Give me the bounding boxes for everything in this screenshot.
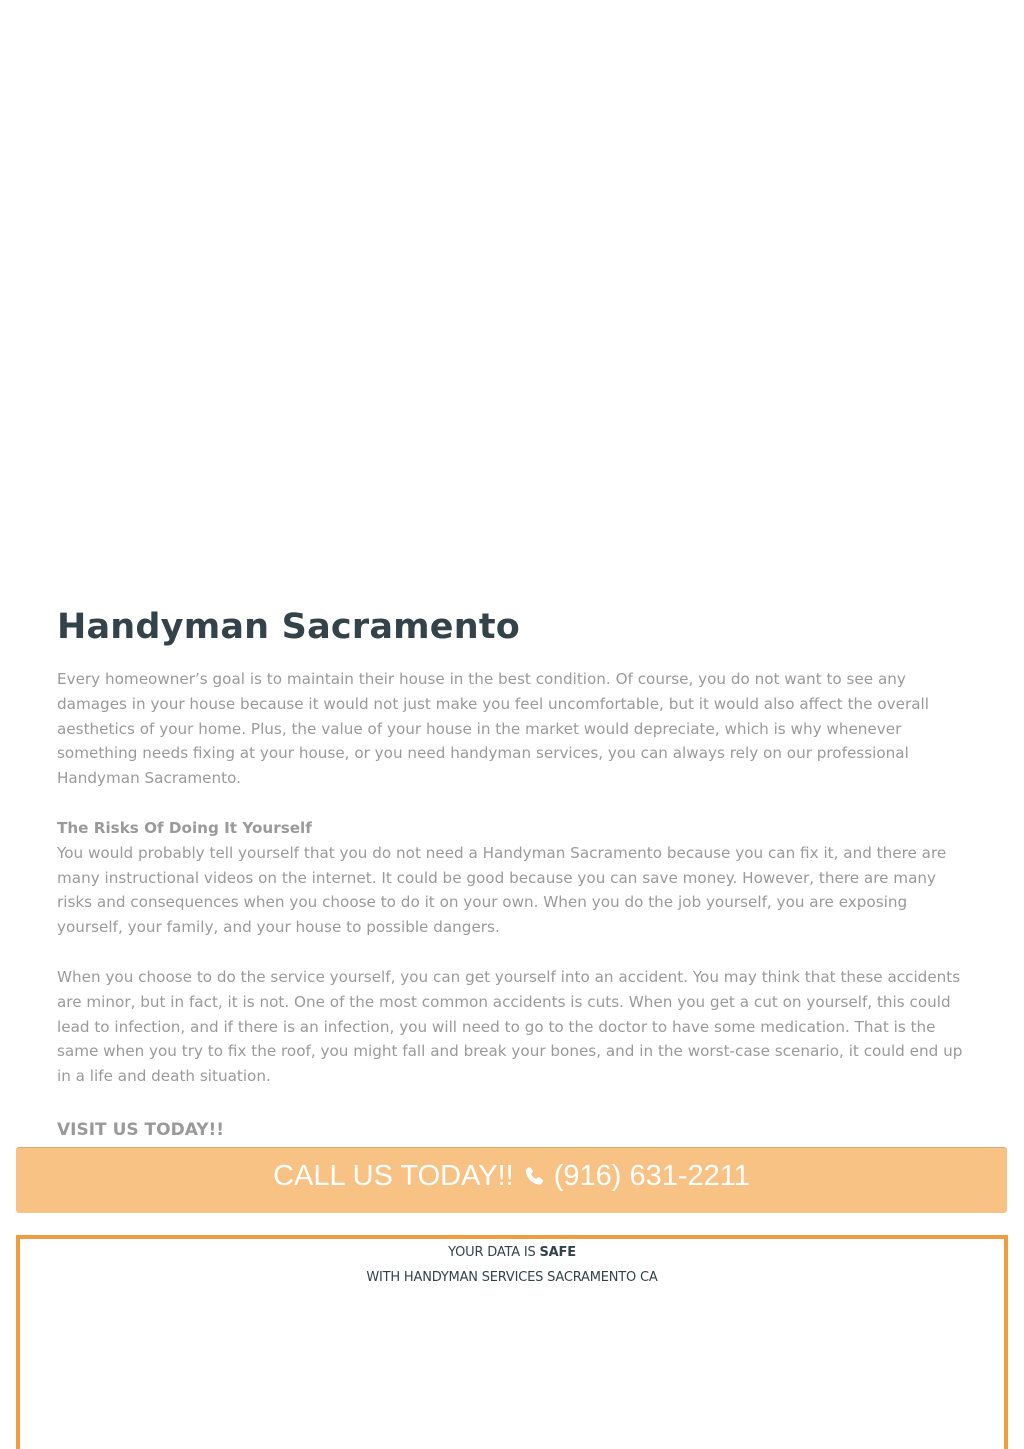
company-line: WITH HANDYMAN SERVICES SACRAMENTO CA <box>366 1270 658 1285</box>
main-content <box>57 600 969 1143</box>
hero-image-area <box>0 0 1024 600</box>
call-us-text <box>273 1160 750 1193</box>
contact-form-box <box>16 1235 1008 1449</box>
data-safe-prefix: YOUR DATA IS <box>448 1245 540 1260</box>
data-safe-line <box>20 1245 1004 1260</box>
phone-icon <box>522 1165 546 1189</box>
risks-paragraph-1: You would probably tell yourself that you do not need a Handyman Sacramento because you can fix it, and there are many instructional videos on the internet. It could be good because you can save money. However, there are many risks and consequences when you choose to do it on your own. When you do the job yourself, you are exposing yourself, your family, and your house to possible dangers. <box>57 843 947 937</box>
data-safe-emphasis: SAFE <box>539 1245 576 1260</box>
risks-paragraph-2: When you choose to do the service yourself, you can get yourself into an accident. You may think that these accidents are minor, but in fact, it is not. One of the most common accidents is cuts. When you get a cut on yourself, this could lead to infection, and if there is an infection, you will need to go to the doctor to have some medication. That is the same when you try to fix the roof, you might fall and break your bones, and in the worst-case scenario, it could end up in a life and death situation. <box>57 967 963 1086</box>
intro-paragraph: Every homeowner’s goal is to maintain their house in the best condition. Of course, you do not want to see any damages in your house because it would not just make you feel uncomfortable, but it would also affect the overall aesthetics of your home. Plus, the value of your house in the market would depreciate, which is why whenever something needs fixing at your house, or you need handyman services, you can always rely on our professional Handyman Sacramento. <box>57 670 929 788</box>
page-title: Handyman Sacramento <box>57 607 521 647</box>
call-us-label: CALL US TODAY!! <box>273 1160 514 1192</box>
call-us-button[interactable] <box>16 1147 1007 1213</box>
risks-heading: The Risks Of Doing It Yourself <box>57 818 312 837</box>
visit-heading: VISIT US TODAY!! <box>57 1119 225 1140</box>
phone-number: (916) 631-2211 <box>553 1160 750 1192</box>
